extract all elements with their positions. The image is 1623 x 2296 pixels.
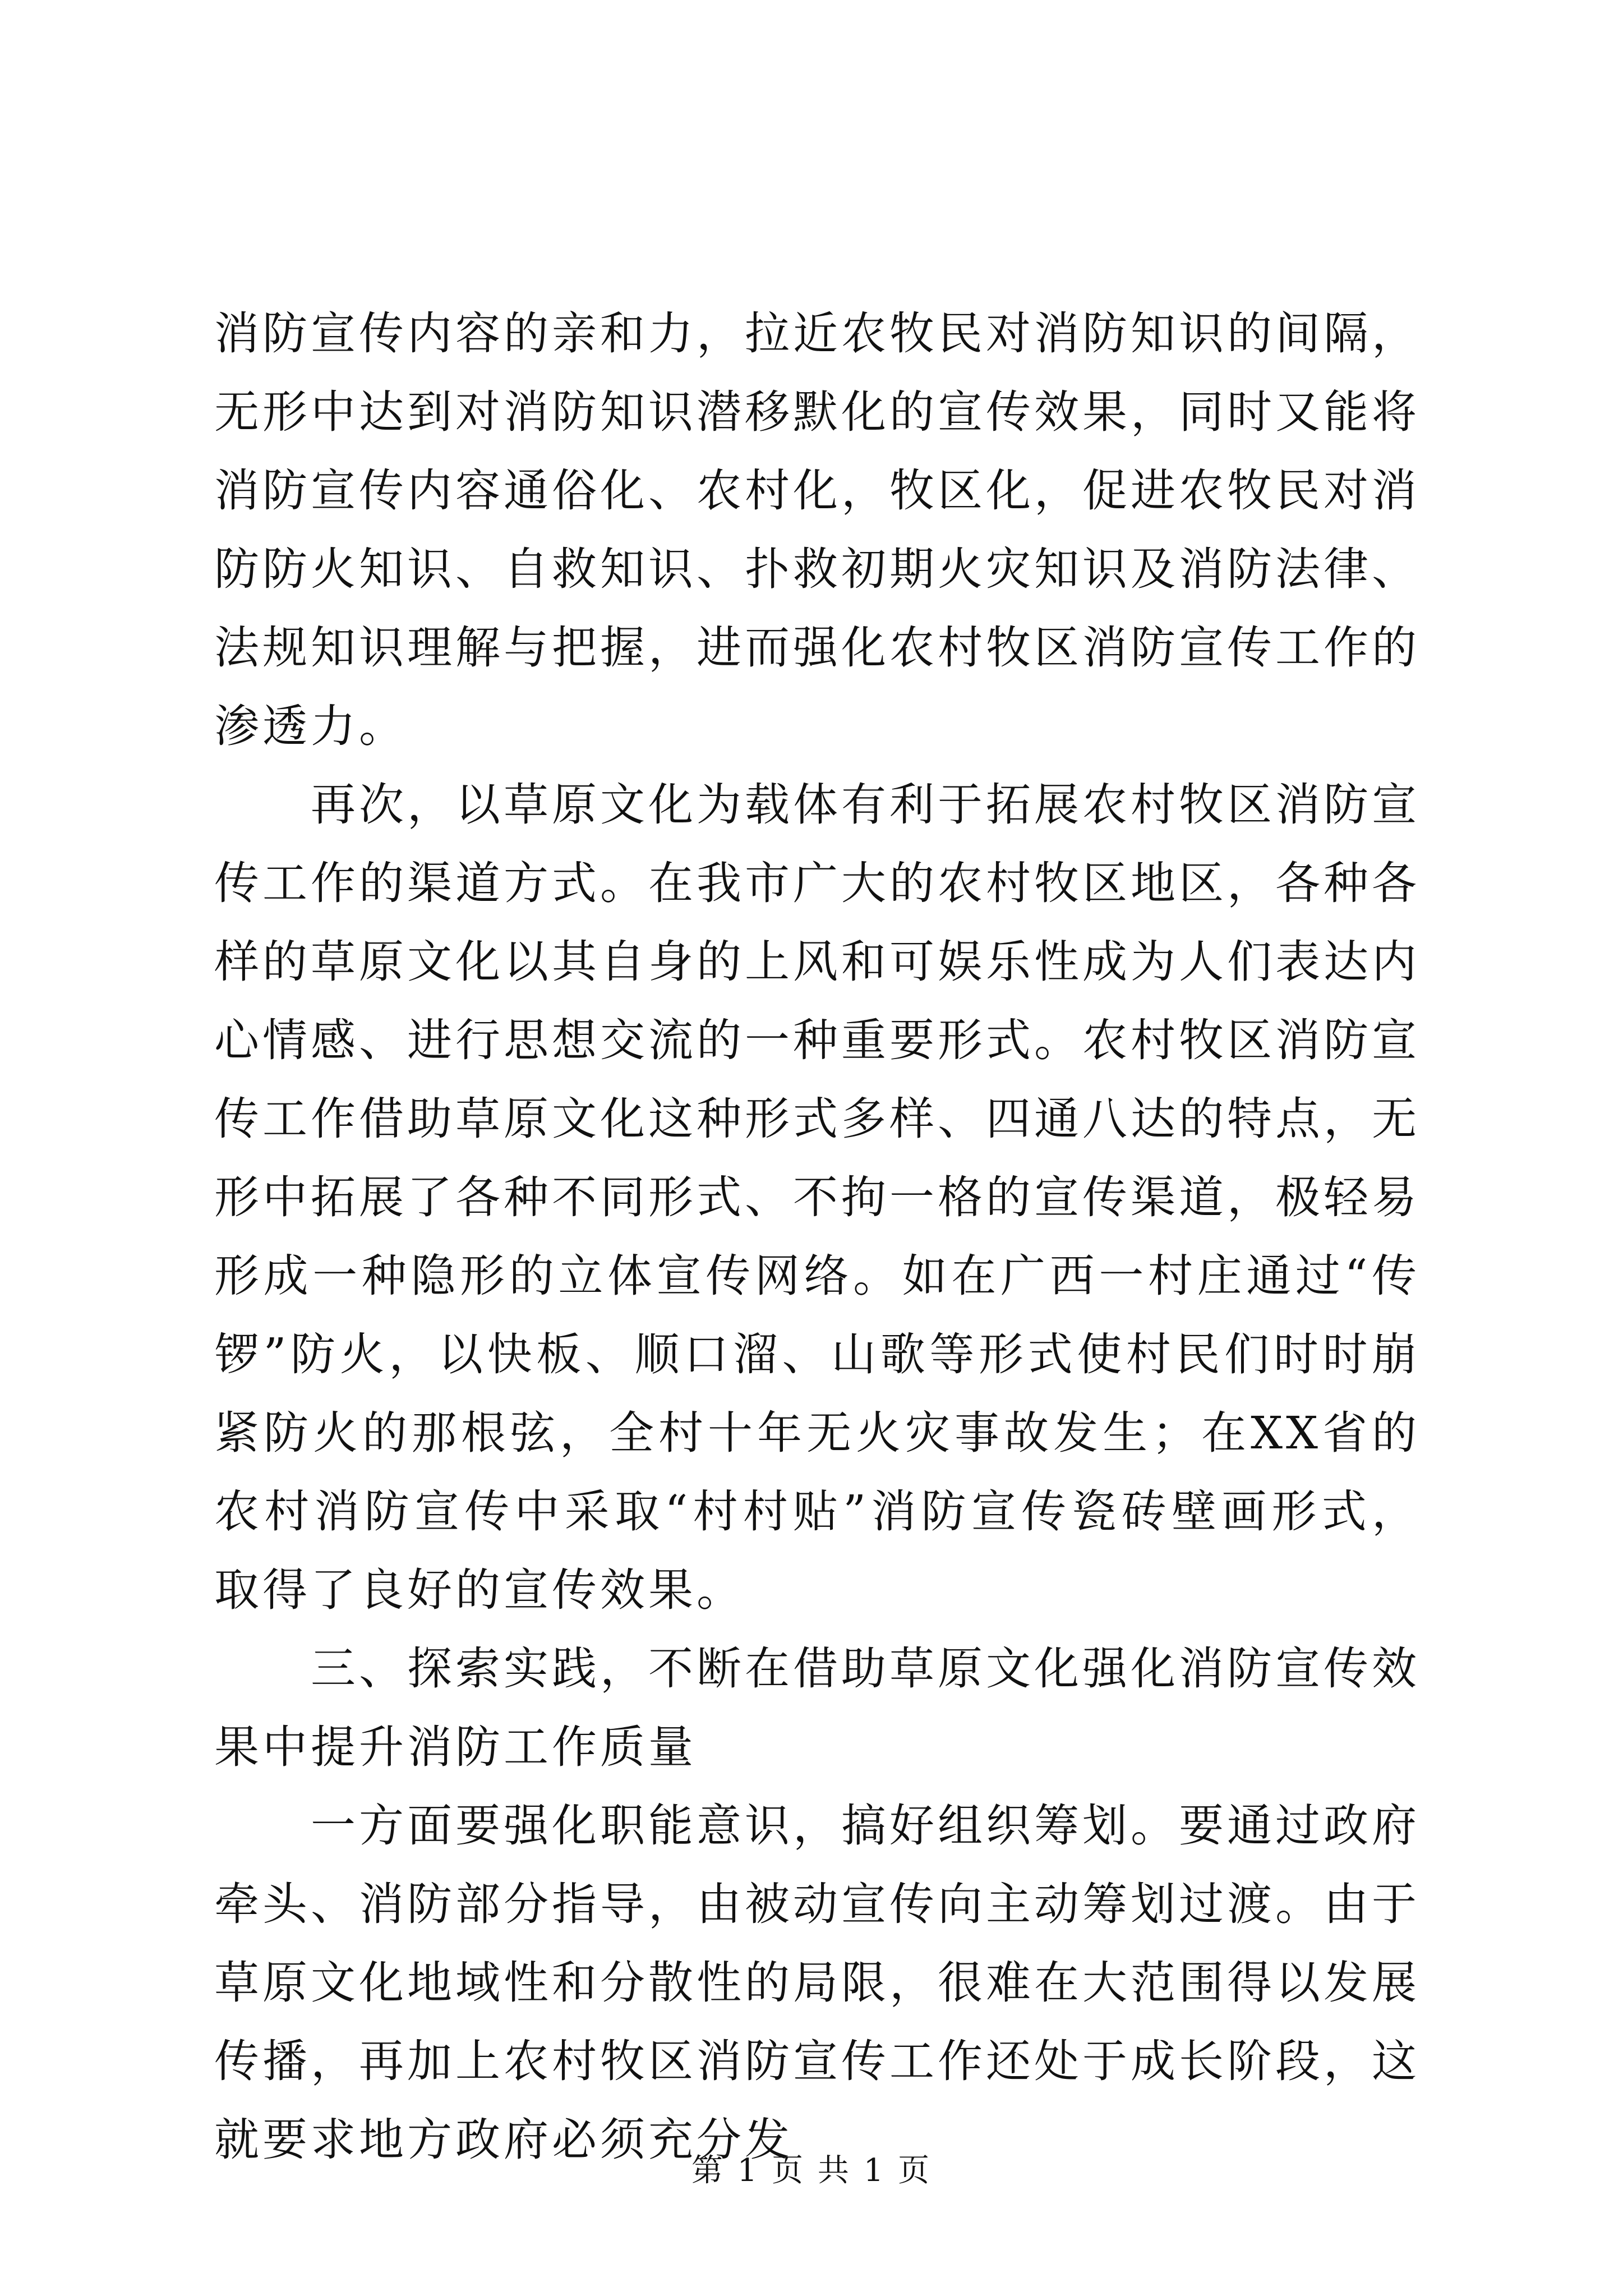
paragraph-channels: 再次，以草原文化为载体有利于拓展农村牧区消防宣传工作的渠道方式。在我市广大的农村牧区地区，各种各样的草原文化以其自身的上风和可娱乐性成为人们表达内心情感、进行思想交流的一种重要形式。农村牧区消防宣传工作借助草原文化这种形式多样、四通八达的特点，无形中拓展了各种不同形式、不拘一格的宣传渠道，极轻易形成一种隐形的立体宣传网络。如在广西一村庄通过“传锣”防火，以快板、顺口溜、山歌等形式使村民们时时崩紧防火的那根弦，全村十年无火灾事故发生；在XX省的农村消防宣传中采取“村村贴”消防宣传瓷砖壁画形式，取得了良好的宣传效果。 (214, 779, 1420, 1616)
document-body (214, 295, 1420, 2179)
page-footer: 第 1 页 共 1 页 (691, 2152, 932, 2189)
paragraph-continuation: 消防宣传内容的亲和力，拉近农牧民对消防知识的间隔，无形中达到对消防知识潜移默化的宣传效果，同时又能将消防宣传内容通俗化、农村化，牧区化，促进农牧民对消防防火知识、自救知识、扑救初期火灾知识及消防法律、法规知识理解与把握，进而强化农村牧区消防宣传工作的渗透力。 (214, 307, 1420, 752)
section-heading: 三、探索实践，不断在借助草原文化强化消防宣传效果中提升消防工作质量 (214, 1642, 1420, 1773)
paragraph-organization: 一方面要强化职能意识，搞好组织筹划。要通过政府牵头、消防部分指导，由被动宣传向主动筹划过渡。由于草原文化地域性和分散性的局限，很难在大范围得以发展传播，再加上农村牧区消防宣传工作还处于成长阶段，这就要求地方政府必须充分发 (214, 1800, 1420, 2166)
